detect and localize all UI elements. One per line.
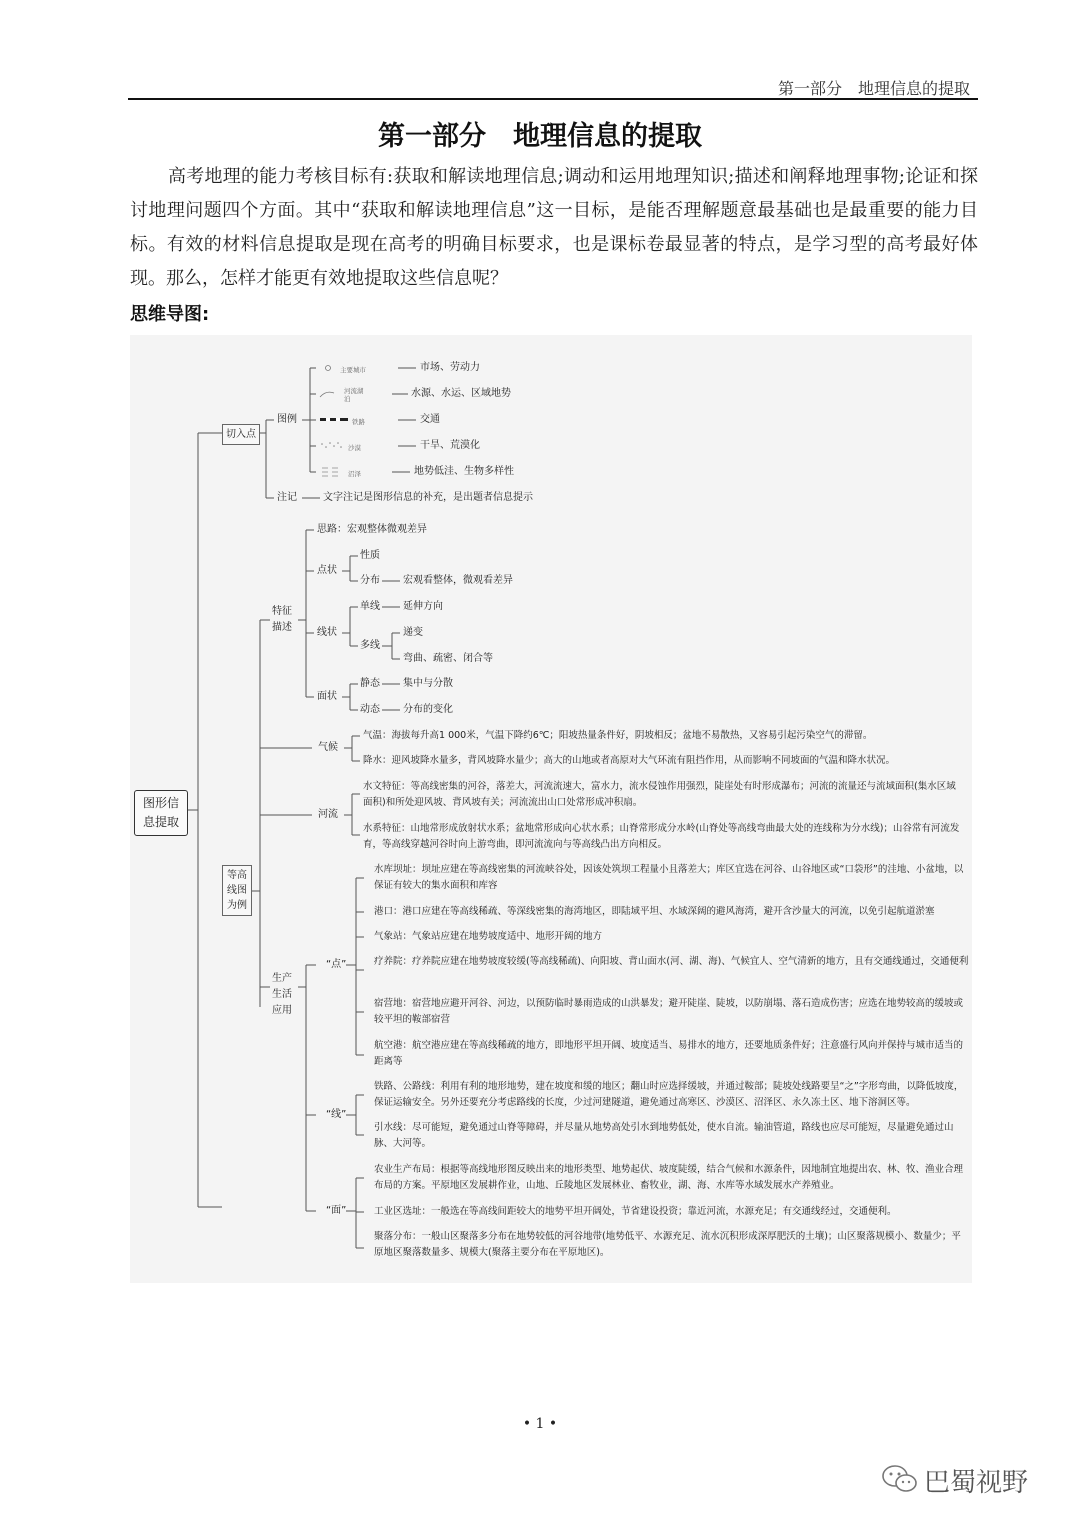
legend-desc-desert: 干旱、荒漠化 bbox=[420, 440, 480, 451]
page-number: • 1 • bbox=[522, 1416, 558, 1432]
node-climate: 气候 bbox=[318, 742, 338, 753]
node-entry-point: 切入点 bbox=[222, 424, 260, 445]
point-distribution-desc: 宏观看整体，微观看差异 bbox=[403, 575, 513, 586]
city-dot-icon bbox=[326, 366, 331, 371]
legend-desc-city: 市场、劳动力 bbox=[420, 362, 480, 373]
line-single-desc: 延伸方向 bbox=[403, 601, 443, 612]
node-annotation: 注记 bbox=[277, 492, 297, 503]
legend-symbol-river: 河流湖泊 bbox=[344, 387, 364, 403]
apply-surface-settlement: 聚落分布：一般山区聚落多分布在地势较低的河谷地带(地势低平、水源充足、流水沉积形成深厚肥沃的土壤)；山区聚落规模小、数量少；平原地区聚落数量多、规模大(聚落主要分布在平原地区)。 bbox=[374, 1231, 961, 1258]
node-line-shape: 线状 bbox=[317, 627, 337, 638]
surface-static: 静态 bbox=[360, 678, 380, 689]
legend-desc-river: 水源、水运、区域地势 bbox=[411, 388, 511, 399]
header-rule bbox=[128, 98, 978, 100]
node-apply-line: “线” bbox=[326, 1109, 347, 1120]
node-river: 河流 bbox=[318, 809, 338, 820]
watermark-text: 巴蜀视野 bbox=[924, 1468, 1029, 1498]
apply-point-weather-station: 气象站：气象站应建在地势坡度适中、地形开阔的地方 bbox=[374, 931, 603, 942]
apply-point-reservoir: 水库坝址：坝址应建在等高线密集的河流峡谷处，因该处筑坝工程量小且落差大；库区宜选在河谷、山谷地区或“口袋形”的洼地、小盆地，以保证有较大的集水面积和库容 bbox=[374, 864, 964, 891]
node-production-life: 生产生活应用 bbox=[272, 973, 292, 1016]
node-apply-point: “点” bbox=[326, 959, 347, 970]
legend-symbol-desert: 沙漠 bbox=[348, 444, 361, 452]
line-single: 单线 bbox=[360, 601, 380, 612]
wechat-icon bbox=[880, 1463, 920, 1495]
features-idea: 思路：宏观整体微观差异 bbox=[317, 524, 427, 535]
legend-symbol-city: 主要城市 bbox=[340, 366, 366, 374]
intro-text: 高考地理的能力考核目标有:获取和解读地理信息;调动和运用地理知识;描述和阐释地理事物;论证和探讨地理问题四个方面。其中“获取和解读地理信息”这一目标，是能否理解题意最基础也是最重要的能力目标。有效的材料信息提取是现在高考的明确目标要求，也是课标卷最显著的特点，是学习型的高考最好体现。那么，怎样才能更有效地提取这些信息呢？ bbox=[130, 166, 978, 289]
node-features: 特征描述 bbox=[272, 606, 292, 633]
intro-paragraph bbox=[130, 160, 978, 296]
apply-point-port: 港口：港口应建在等高线稀疏、等深线密集的海湾地区，即陆域平坦、水域深阔的避风海湾，避开含沙量大的河流，以免引起航道淤塞 bbox=[374, 906, 935, 917]
annotation-desc: 文字注记是图形信息的补充，是出题者信息提示 bbox=[323, 492, 533, 503]
node-legend: 图例 bbox=[277, 414, 297, 425]
river-lake-icon bbox=[320, 392, 334, 397]
node-contour-example: 等高线图为例 bbox=[222, 865, 252, 916]
mindmap-root: 图形信息提取 bbox=[134, 790, 188, 836]
node-apply-surface: “面” bbox=[326, 1205, 347, 1216]
legend-desc-railway: 交通 bbox=[420, 414, 440, 425]
legend-desc-swamp: 地势低洼、生物多样性 bbox=[414, 466, 514, 477]
point-distribution: 分布 bbox=[360, 575, 380, 586]
swamp-icon bbox=[322, 468, 338, 476]
line-multi-item-1: 递变 bbox=[403, 627, 423, 638]
railway-icon bbox=[320, 418, 348, 421]
node-point-shape: 点状 bbox=[317, 565, 337, 576]
mindmap-heading: 思维导图: bbox=[130, 304, 210, 325]
apply-line-water-diversion: 引水线：尽可能短，避免通过山脊等障碍，并尽量从地势高处引水到地势低处，使水自流。输油管道，路线也应尽可能短，尽量避免通过山脉、大河等。 bbox=[374, 1122, 954, 1149]
line-multi: 多线 bbox=[360, 640, 380, 651]
apply-surface-agriculture: 农业生产布局：根据等高线地形图反映出来的地形类型、地势起伏、坡度陡缓，结合气候和水源条件，因地制宜地提出农、林、牧、渔业合理布局的方案。平原地区发展耕作业，山地、丘陵地区发展林业、畜牧业，湖、海、水库等水域发展水产养殖业。 bbox=[374, 1164, 964, 1191]
mind-map bbox=[130, 335, 972, 1283]
legend-symbol-swamp: 沼泽 bbox=[348, 470, 361, 478]
apply-point-sanatorium: 疗养院：疗养院应建在地势坡度较缓(等高线稀疏)、向阳坡、背山面水(河、湖、海)、气候宜人、空气清新的地方，且有交通线通过，交通便利 bbox=[374, 956, 969, 967]
node-surface-shape: 面状 bbox=[317, 691, 337, 702]
apply-point-camp: 宿营地：宿营地应避开河谷、河边，以预防临时暴雨造成的山洪暴发；避开陡崖、陡坡，以防崩塌、落石造成伤害；应选在地势较高的缓坡或较平坦的鞍部宿营 bbox=[374, 998, 964, 1025]
apply-point-airport: 航空港：航空港应建在等高线稀疏的地方，即地形平坦开阔、坡度适当、易排水的地方，还要地质条件好；注意盛行风向并保持与城市适当的距离等 bbox=[374, 1040, 964, 1067]
surface-dynamic: 动态 bbox=[360, 704, 380, 715]
surface-dynamic-desc: 分布的变化 bbox=[403, 704, 453, 715]
surface-static-desc: 集中与分散 bbox=[403, 678, 453, 689]
climate-precipitation: 降水：迎风坡降水量多，背风坡降水量少；高大的山地或者高原对大气环流有阻挡作用，从而影响不同坡面的气温和降水状况。 bbox=[363, 755, 896, 766]
climate-temperature: 气温：海拔每升高1 000米，气温下降约6℃；阳坡热量条件好，阴坡相反；盆地不易散热，又容易引起污染空气的滞留。 bbox=[363, 730, 873, 741]
apply-surface-industry: 工业区选址：一般选在等高线间距较大的地势平坦开阔处，节省建设投资；靠近河流，水源充足；有交通线经过，交通便利。 bbox=[374, 1206, 897, 1217]
river-drainage: 水系特征：山地常形成放射状水系；盆地常形成向心状水系；山脊常形成分水岭(山脊处等高线弯曲最大处的连线称为分水线)；山谷常有河流发育，等高线穿越河谷时向上游弯曲，即河流流向与等高线凸出方向相反。 bbox=[363, 823, 960, 850]
point-nature: 性质 bbox=[360, 550, 380, 561]
river-hydrology: 水文特征：等高线密集的河谷，落差大，河流流速大，富水力，流水侵蚀作用强烈，陡崖处有时形成瀑布；河流的流量还与流域面积(集水区域面积)和所处迎风坡、背风坡有关；河流流出山口处常形成冲积扇。 bbox=[363, 781, 956, 808]
page-title: 第一部分 地理信息的提取 bbox=[378, 121, 702, 152]
desert-icon bbox=[321, 442, 342, 448]
legend-symbol-railway: 铁路 bbox=[352, 418, 365, 426]
running-header: 第一部分 地理信息的提取 bbox=[778, 79, 971, 98]
line-multi-item-2: 弯曲、疏密、闭合等 bbox=[403, 653, 493, 664]
apply-line-railway-road: 铁路、公路线：利用有利的地形地势，建在坡度和缓的地区；翻山时应选择缓坡，并通过鞍部；陡坡处线路要呈“之”字形弯曲，以降低坡度，保证运输安全。另外还要充分考虑路线的长度，少过河建隧道，避免通过高寒区、沙漠区、沼泽区、永久冻土区、地下溶洞区等。 bbox=[374, 1081, 964, 1108]
